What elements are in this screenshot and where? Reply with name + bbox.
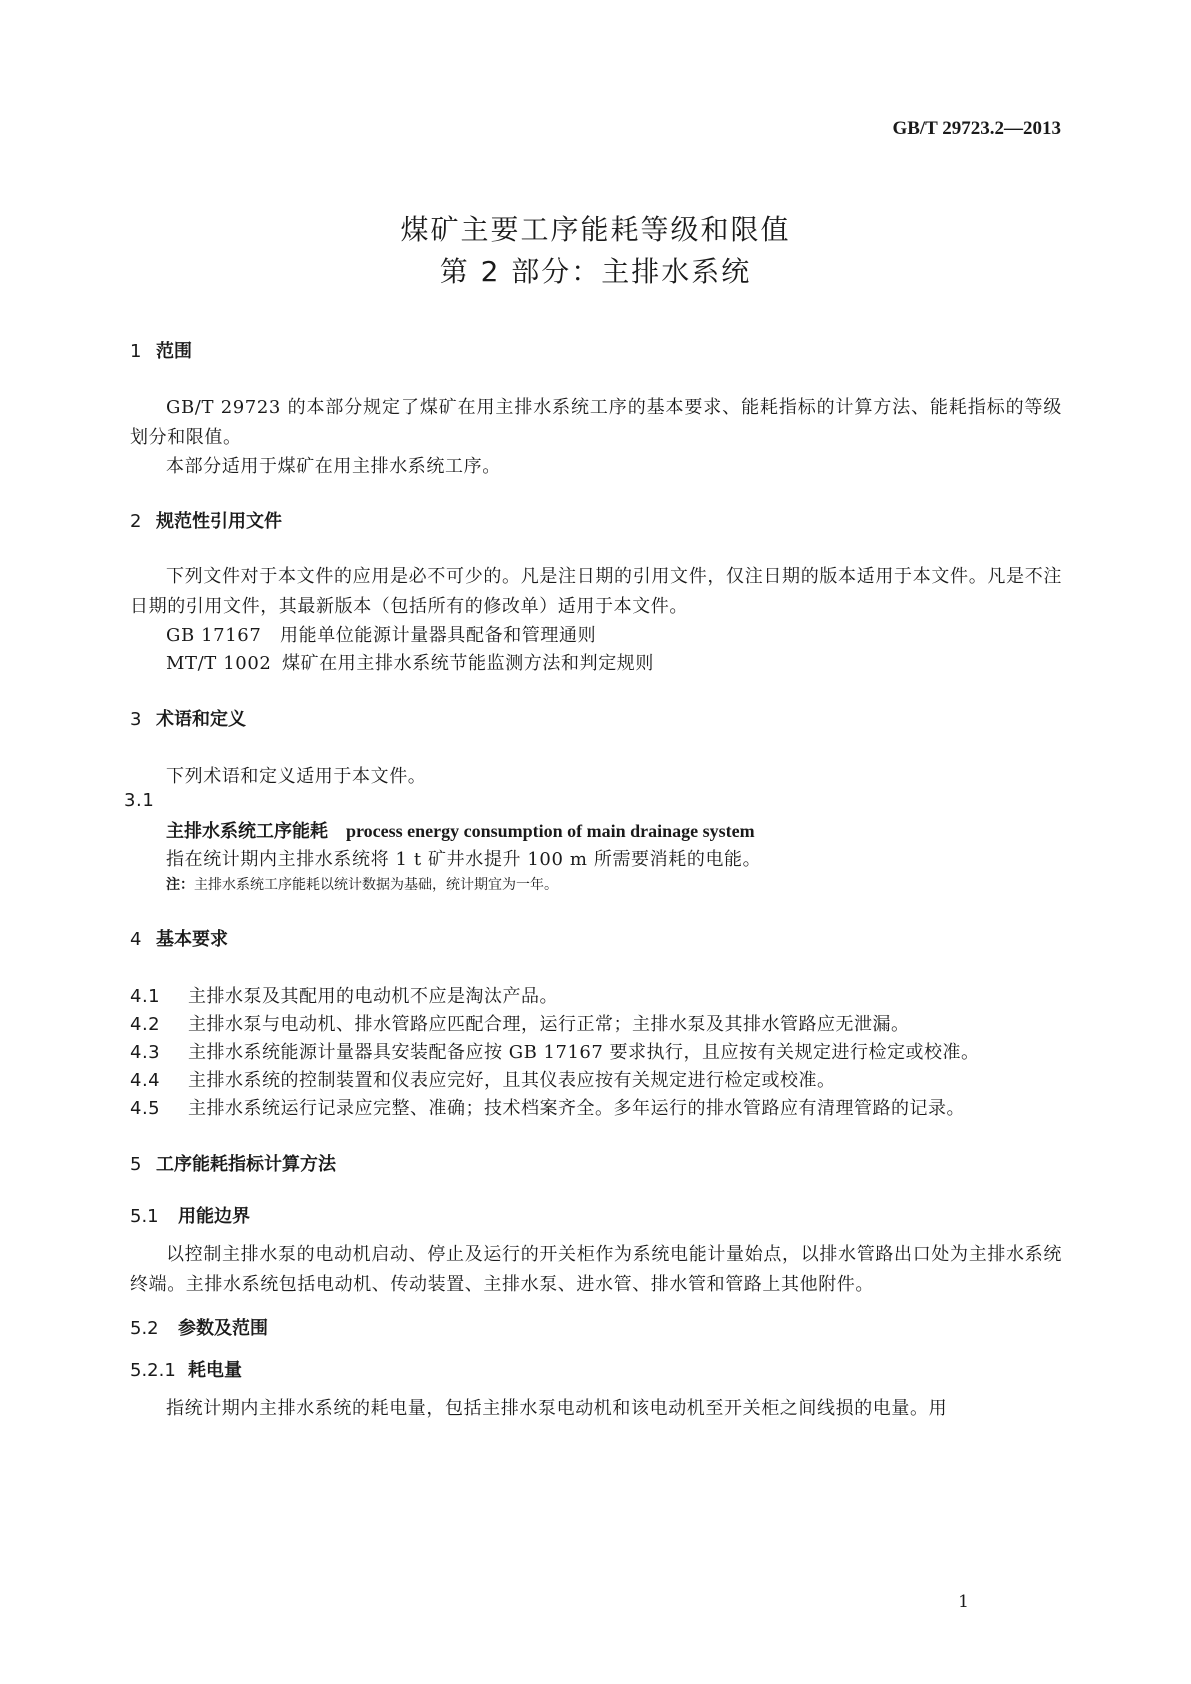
- item-text: 主排水系统的控制装置和仪表应完好，且其仪表应按有关规定进行检定或校准。: [188, 1070, 836, 1091]
- section-title: 范围: [156, 341, 192, 362]
- page-number: 1: [958, 1592, 969, 1612]
- subsection-5-1-paragraph: 以控制主排水泵的电动机启动、停止及运行的开关柜作为系统电能计量始点，以排水管路出口处为主排水系统终端。主排水系统包括电动机、传动装置、主排水泵、进水管、排水管和管路上其他附件。: [130, 1244, 1062, 1295]
- reference-item: [166, 621, 596, 647]
- subsection-title: 用能边界: [178, 1206, 250, 1227]
- section-1-paragraph-2: 本部分适用于煤矿在用主排水系统工序。: [166, 456, 501, 477]
- section-1-heading: [130, 337, 192, 363]
- term-entry: [166, 817, 755, 843]
- item-number: 4.5: [130, 1098, 161, 1119]
- section-4-heading: [130, 925, 228, 951]
- item-number: 4.1: [130, 986, 161, 1007]
- section-number: 3: [130, 709, 142, 730]
- note-label: 注：: [166, 877, 194, 893]
- section-number: 1: [130, 341, 142, 362]
- term-number: 3.1: [124, 790, 155, 811]
- section-1-paragraph: GB/T 29723 的本部分规定了煤矿在用主排水系统工序的基本要求、能耗指标的计算方法、能耗指标的等级划分和限值。: [130, 397, 1062, 448]
- reference-item: [166, 649, 654, 675]
- note-text: 主排水系统工序能耗以统计数据为基础，统计期宜为一年。: [194, 877, 558, 893]
- item-text: 主排水系统能源计量器具安装配备应按 GB 17167 要求执行，且应按有关规定进行检定或校准。: [188, 1042, 980, 1063]
- subsection-number: 5.1: [130, 1206, 159, 1227]
- subsection-number: 5.2.1: [130, 1360, 176, 1381]
- section-2-paragraph: 下列文件对于本文件的应用是必不可少的。凡是注日期的引用文件，仅注日期的版本适用于本文件。凡是不注日期的引用文件，其最新版本（包括所有的修改单）适用于本文件。: [130, 566, 1062, 617]
- section-number: 2: [130, 511, 142, 532]
- term-chinese: 主排水系统工序能耗: [166, 821, 328, 842]
- section-2-heading: [130, 507, 282, 533]
- subsection-5-2-1-paragraph: 指统计期内主排水系统的耗电量，包括主排水泵电动机和该电动机至开关柜之间线损的电量。用: [166, 1398, 948, 1419]
- item-text: 主排水泵与电动机、排水管路应匹配合理，运行正常；主排水泵及其排水管路应无泄漏。: [188, 1014, 910, 1035]
- requirement-item: [130, 982, 558, 1008]
- requirement-item: [130, 1010, 910, 1036]
- item-number: 4.4: [130, 1070, 161, 1091]
- section-3-paragraph: 下列术语和定义适用于本文件。: [166, 766, 427, 787]
- document-subtitle: 第 2 部分：主排水系统: [439, 255, 752, 288]
- section-number: 5: [130, 1154, 142, 1175]
- subsection-title: 耗电量: [188, 1360, 242, 1381]
- subsection-5-2-heading: [130, 1314, 268, 1340]
- requirement-item: [130, 1094, 965, 1120]
- subsection-5-1-heading: [130, 1202, 250, 1228]
- item-number: 4.3: [130, 1042, 161, 1063]
- section-title: 规范性引用文件: [156, 511, 282, 532]
- item-text: 主排水系统运行记录应完整、准确；技术档案齐全。多年运行的排水管路应有清理管路的记录。: [188, 1098, 965, 1119]
- reference-title: 用能单位能源计量器具配备和管理通则: [280, 625, 597, 646]
- term-note: [166, 874, 558, 894]
- reference-code: MT/T 1002: [166, 653, 272, 674]
- standard-code: GB/T 29723.2—2013: [892, 118, 1061, 139]
- section-title: 基本要求: [156, 929, 228, 950]
- term-english: process energy consumption of main drainage system: [346, 821, 755, 841]
- reference-title: 煤矿在用主排水系统节能监测方法和判定规则: [282, 653, 654, 674]
- item-text: 主排水泵及其配用的电动机不应是淘汰产品。: [188, 986, 558, 1007]
- subsection-5-2-1-heading: [130, 1356, 242, 1382]
- section-5-heading: [130, 1150, 336, 1176]
- section-3-heading: [130, 705, 246, 731]
- document-title: 煤矿主要工序能耗等级和限值: [400, 213, 791, 246]
- item-number: 4.2: [130, 1014, 161, 1035]
- section-number: 4: [130, 929, 142, 950]
- requirement-item: [130, 1038, 980, 1064]
- subsection-title: 参数及范围: [178, 1318, 268, 1339]
- section-title: 术语和定义: [156, 709, 246, 730]
- requirement-item: [130, 1066, 836, 1092]
- section-title: 工序能耗指标计算方法: [156, 1154, 336, 1175]
- reference-code: GB 17167: [166, 625, 262, 646]
- subsection-number: 5.2: [130, 1318, 159, 1339]
- term-definition: 指在统计期内主排水系统将 1 t 矿井水提升 100 m 所需要消耗的电能。: [166, 849, 762, 870]
